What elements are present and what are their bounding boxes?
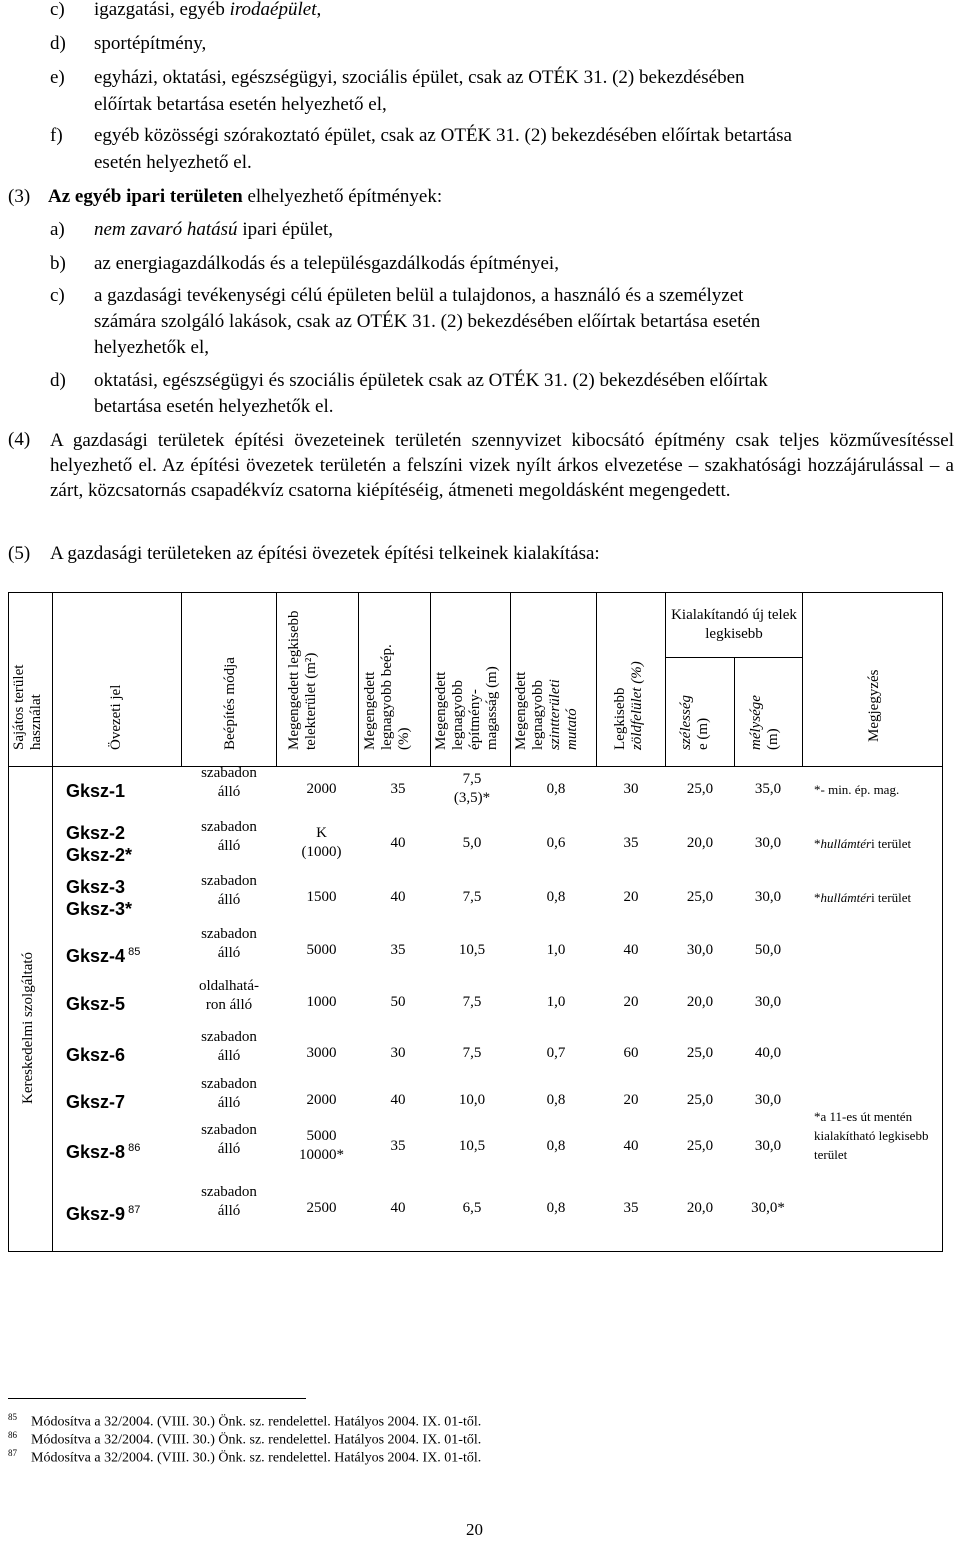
- cell-w: 25,0: [686, 889, 714, 905]
- cell-w: 30,0: [686, 942, 714, 958]
- header-building-mode: Beépítés módja: [222, 657, 238, 750]
- list-text-end: ,: [316, 0, 322, 20]
- list-item-c2-cont2: [94, 336, 209, 359]
- list-text-italic: irodaépület: [229, 0, 317, 20]
- cell-w: 20,0: [686, 994, 714, 1010]
- cell-d: 30,0: [754, 994, 782, 1010]
- table-col-line: [802, 592, 803, 767]
- zone-code: Gksz-8 $^{86}$: [66, 1142, 141, 1162]
- cell-fsi: 1,0: [546, 942, 566, 958]
- paragraph-4-text: [50, 428, 954, 503]
- table-col-line: [510, 592, 511, 767]
- list-item-d2-cont: [94, 395, 334, 418]
- cell-green: 20: [623, 889, 639, 905]
- paragraph-4-label: [8, 428, 30, 451]
- cell-fsi: 0,7: [546, 1045, 566, 1061]
- table-border-left: [8, 592, 9, 1252]
- cell-fsi: 0,8: [546, 1092, 566, 1108]
- footnote-85: $^{85}$ Módosítva a 32/2004. (VIII. 30.) Önk. sz. rendelettel. Hatályos 2004. IX. 01-től.: [8, 1412, 482, 1430]
- header-new-lot-group: Kialakítandó új telek legkisebb: [671, 607, 797, 642]
- list-text: igazgatási, egyéb: [94, 0, 230, 20]
- cell-w: 25,0: [686, 1045, 714, 1061]
- paragraph-bold: Az egyéb ipari területen: [48, 186, 243, 207]
- remark: *hullámtéri terület: [814, 836, 912, 851]
- list-item-f: [50, 124, 792, 147]
- table-col-line: [276, 592, 277, 767]
- cell-fsi: 1,0: [546, 994, 566, 1010]
- zone-code: Gksz-9 $^{87}$: [66, 1204, 141, 1224]
- header-lot-width: szélesség e (m): [678, 695, 711, 750]
- list-item-f-cont: [94, 151, 252, 174]
- paragraph-label: (4): [8, 429, 31, 450]
- cell-area: 1500: [306, 889, 337, 905]
- footnote-87: $^{87}$ Módosítva a 32/2004. (VIII. 30.) Önk. sz. rendelettel. Hatályos 2004. IX. 01-től.: [8, 1448, 482, 1466]
- header-land-use: Sajátos terület használat: [11, 664, 44, 750]
- cell-green: 35: [623, 1200, 639, 1216]
- cell-area: K (1000): [301, 825, 342, 860]
- cell-cov: 40: [390, 835, 406, 851]
- cell-area: 2000: [306, 781, 337, 797]
- cell-w: 25,0: [686, 781, 714, 797]
- list-label: e): [50, 67, 65, 88]
- paragraph-5: [8, 542, 600, 565]
- zone-code: Gksz-6: [66, 1045, 126, 1065]
- cell-w: 20,0: [686, 835, 714, 851]
- paragraph-text: A gazdasági területek építési övezeteinek területén szennyvizet kibocsátó építmény csak teljes közművesítéssel helyezhető el. Az építési övezetek területén a felszíni vizek nyílt árkos elvezetése – szakhatósági hozzájárulással – a zárt, közcsatornás csapadékvíz csatorna kiépítéséig, átmeneti megoldásként megengedett.: [50, 430, 954, 501]
- cell-cov: 40: [390, 1092, 406, 1108]
- cell-fsi: 0,8: [546, 1200, 566, 1216]
- list-text-italic: nem zavaró hatású: [94, 219, 238, 240]
- list-label: d): [50, 370, 66, 391]
- cell-d: 30,0: [754, 889, 782, 905]
- list-label: c): [50, 285, 65, 306]
- list-item-d2: [50, 369, 768, 392]
- list-label: c): [50, 0, 65, 20]
- list-label: b): [50, 253, 66, 274]
- cell-area: 5000: [306, 942, 337, 958]
- table-col-line: [734, 657, 735, 767]
- cell-d: 30,0: [754, 835, 782, 851]
- cell-green: 60: [623, 1045, 639, 1061]
- building-mode: szabadon álló: [201, 765, 257, 800]
- header-max-height: Megengedett legnagyobb építmény- magasság (m): [433, 666, 500, 750]
- cell-area: 2500: [306, 1200, 337, 1216]
- list-text-cont: helyezhetők el,: [94, 337, 210, 358]
- building-mode: szabadon álló: [201, 926, 257, 961]
- footnote-separator: [8, 1398, 306, 1399]
- cell-green: 30: [623, 781, 639, 797]
- list-item-c2-cont: [94, 310, 760, 333]
- list-text: az energiagazdálkodás és a településgazdálkodás építményei,: [94, 253, 559, 274]
- header-min-green: Legkisebb zöldfelület (%): [612, 661, 645, 750]
- cell-d: 50,0: [754, 942, 782, 958]
- page-number: 20: [466, 1520, 483, 1539]
- zone-code: Gksz-5: [66, 994, 126, 1014]
- building-zone-table: [8, 592, 943, 1252]
- table-col-line: [52, 592, 53, 1252]
- cell-area: 5000 10000*: [299, 1128, 344, 1163]
- cell-h: 10,5: [458, 942, 486, 958]
- list-text-cont: előírtak betartása esetén helyezhető el,: [94, 94, 387, 115]
- list-text: ipari épület,: [237, 219, 334, 240]
- paragraph-text: elhelyezhető építmények:: [242, 186, 443, 207]
- cell-h: 5,0: [462, 835, 482, 851]
- cell-green: 20: [623, 1092, 639, 1108]
- paragraph-label: (3): [8, 186, 31, 207]
- cell-w: 25,0: [686, 1092, 714, 1108]
- table-border-right: [942, 592, 943, 1252]
- cell-d: 30,0: [754, 1138, 782, 1154]
- cell-green: 35: [623, 835, 639, 851]
- remark: *a 11-es út mentén kialakítható legkisebb terület: [814, 1109, 929, 1162]
- land-use-label: Kereskedelmi szolgáltató: [20, 951, 36, 1104]
- list-text-cont: betartása esetén helyezhetők el.: [94, 396, 334, 417]
- table-col-line: [358, 592, 359, 767]
- zone-code: Gksz-3 Gksz-3*: [66, 877, 133, 919]
- zone-code: Gksz-4 $^{85}$: [66, 946, 141, 966]
- cell-h: 7,5: [462, 994, 482, 1010]
- list-item-a: [50, 218, 333, 241]
- header-lot-depth: mélysége (m): [748, 695, 781, 750]
- zone-code: Gksz-1: [66, 781, 126, 801]
- building-mode: szabadon álló: [201, 1184, 257, 1219]
- zone-code: Gksz-7: [66, 1092, 126, 1112]
- paragraph-text: A gazdasági területeken az építési övezetek építési telkeinek kialakítása:: [50, 543, 600, 564]
- list-item-b: [50, 252, 559, 275]
- paragraph-3-heading: [8, 185, 442, 208]
- building-mode: szabadon álló: [201, 873, 257, 908]
- list-label: f): [50, 125, 63, 146]
- building-mode: szabadon álló: [201, 1029, 257, 1064]
- remark: *- min. ép. mag.: [814, 782, 900, 797]
- cell-green: 40: [623, 942, 639, 958]
- cell-cov: 35: [390, 942, 406, 958]
- building-mode: szabadon álló: [201, 1076, 257, 1111]
- cell-cov: 40: [390, 1200, 406, 1216]
- cell-h: 7,5: [462, 1045, 482, 1061]
- cell-d: 30,0: [754, 1092, 782, 1108]
- table-col-line: [665, 592, 666, 767]
- zone-code: Gksz-2 Gksz-2*: [66, 823, 133, 865]
- cell-fsi: 0,8: [546, 1138, 566, 1154]
- header-min-lot-area: Megengedett legkisebb telekterület (m²): [286, 610, 319, 750]
- cell-w: 20,0: [686, 1200, 714, 1216]
- cell-h: 10,0: [458, 1092, 486, 1108]
- table-border-bottom: [8, 1251, 943, 1252]
- cell-h: 7,5: [462, 889, 482, 905]
- building-mode: oldalhatá- ron álló: [199, 978, 259, 1013]
- list-text-cont: esetén helyezhető el.: [94, 152, 252, 173]
- list-item-d: [50, 32, 206, 55]
- header-remarks: Megjegyzés: [866, 669, 882, 742]
- list-text-cont: számára szolgáló lakások, csak az OTÉK 31. (2) bekezdésében előírtak betartása esetén: [94, 311, 761, 332]
- cell-green: 20: [623, 994, 639, 1010]
- table-col-line: [596, 592, 597, 767]
- table-col-line: [181, 592, 182, 767]
- cell-fsi: 0,6: [546, 835, 566, 851]
- cell-cov: 30: [390, 1045, 406, 1061]
- list-text: sportépítmény,: [94, 33, 207, 54]
- list-text: oktatási, egészségügyi és szociális épületek csak az OTÉK 31. (2) bekezdésében előírtak: [94, 370, 768, 391]
- cell-d: 30,0*: [751, 1200, 785, 1216]
- cell-d: 40,0: [754, 1045, 782, 1061]
- list-text: egyházi, oktatási, egészségügyi, szociális épület, csak az OTÉK 31. (2) bekezdésében: [94, 67, 745, 88]
- cell-green: 40: [623, 1138, 639, 1154]
- list-item-e-cont: [94, 93, 387, 116]
- header-max-coverage: Megengedett legnagyobb beép. (%): [362, 644, 412, 750]
- footnote-86: $^{86}$ Módosítva a 32/2004. (VIII. 30.) Önk. sz. rendelettel. Hatályos 2004. IX. 01-től.: [8, 1430, 482, 1448]
- cell-w: 25,0: [686, 1138, 714, 1154]
- cell-h: 6,5: [462, 1200, 482, 1216]
- list-text: egyéb közösségi szórakoztató épület, csak az OTÉK 31. (2) bekezdésében előírtak betartása: [94, 125, 792, 146]
- cell-cov: 50: [390, 994, 406, 1010]
- paragraph-label: (5): [8, 543, 31, 564]
- cell-h: 7,5 (3,5)*: [453, 771, 491, 806]
- list-text: a gazdasági tevékenységi célú épületen belül a tulajdonos, a használó és a személyzet: [94, 285, 744, 306]
- header-zone-code: Övezeti jel: [108, 684, 124, 750]
- cell-d: 35,0: [754, 781, 782, 797]
- cell-h: 10,5: [458, 1138, 486, 1154]
- remark: *hullámtéri terület: [814, 890, 912, 905]
- cell-cov: 35: [390, 781, 406, 797]
- cell-area: 2000: [306, 1092, 337, 1108]
- cell-area: 1000: [306, 994, 337, 1010]
- cell-area: 3000: [306, 1045, 337, 1061]
- table-col-line: [430, 592, 431, 767]
- list-item-c: [50, 0, 321, 21]
- list-item-c2: [50, 284, 743, 307]
- building-mode: szabadon álló: [201, 1122, 257, 1157]
- list-item-e: [50, 66, 745, 89]
- cell-fsi: 0,8: [546, 889, 566, 905]
- cell-fsi: 0,8: [546, 781, 566, 797]
- list-label: d): [50, 33, 66, 54]
- building-mode: szabadon álló: [201, 819, 257, 854]
- list-label: a): [50, 219, 65, 240]
- cell-cov: 35: [390, 1138, 406, 1154]
- header-floor-area-ratio: Megengedett legnagyobb szintterületi mutató: [513, 671, 580, 750]
- cell-cov: 40: [390, 889, 406, 905]
